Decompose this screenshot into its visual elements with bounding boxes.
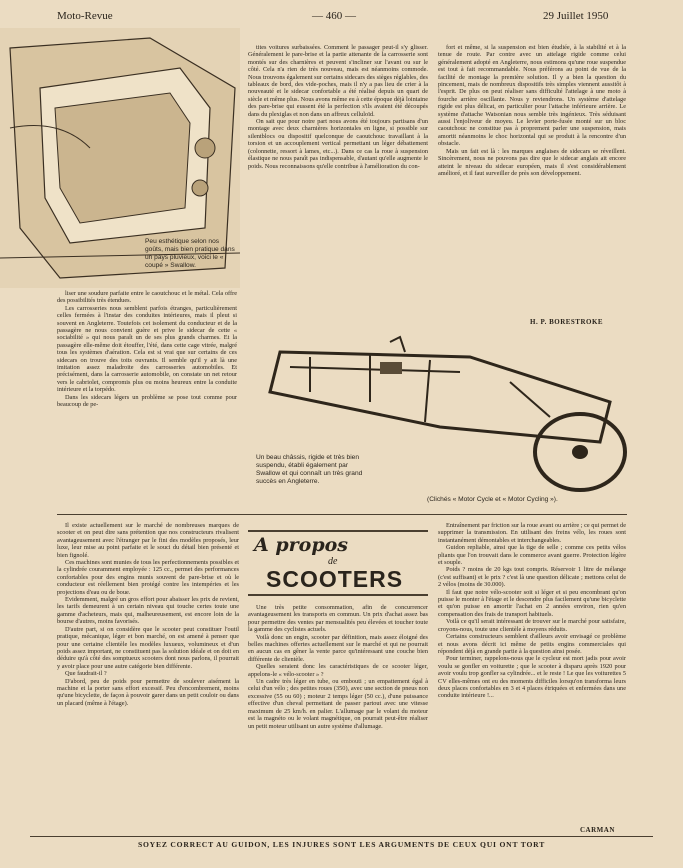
paragraph: fort et même, si la suspension est bien étudiée, à la stabilité et à la tenue de route. Par contre avec un attelage rigide comme celui généralement adopté en Angleterre, nous estimons qu'une roue suspendue est tout à fait recommandable. Nous préférons au point de vue de la facilité de montage la première solution. Il y a bien la question du pincement, mais de nombreux dispositifs très simples viennent aussitôt à l'esprit. De plus on peut réaliser sans difficulté l'attelage à une moto à fourche arrière oscillante. Nous y reviendrons. Un système d'attelage rigide est plus délicat, en particulier pour l'attache inférieure arrière. Le système d'attache Watsonian nous semble très ingénieux. Très séduisant aussi l'enjoliveur de moyeu. Le levier porte-fusée monté sur un bloc caoutchouc ne constitue pas à proprement parler une suspension, mais amortit néanmoins le choc horizontal qui se produit à la rencontre d'un obstacle.	[438, 44, 626, 148]
paragraph: liser une soudure parfaite entre le caoutchouc et le métal. Cela offre des possibilités très étendues.	[57, 290, 237, 305]
paragraph: Les carrosseries nous semblent parfois étranges, particulièrement celles fermées à l'instar des conduites intérieures, mais il pleut si souvent en Angleterre. Toutefois cet isolement du conducteur et de la passagère ne nous convient guère et prive le sidecar de cette « sociabilité » qui nous paraît un de ses plus grands charmes. Et la passagère elle-même doit étouffer, l'été, dans cette cage vitrée, malgré tous les systèmes d'aération. Cela est si vrai que sur certains de ces sidecars on trouve des toits ouvrants. Il semble qu'il y ait là une imitation assez maladroite des carrosseries automobiles. Et précisément, dans la carrosserie automobile, on constate un net retour vers le cabriolet, compromis plus ou moins heureux entre la conduite intérieure et la torpédo.	[57, 304, 237, 394]
paragraph: On sait que pour notre part nous avons été toujours partisans d'un montage avec deux charnières horizontales en ligne, si possible sur silentblocs ou dispositif quelconque de caoutchouc travaillant à la torsion et un accouplement vertical permettant un léger débattement (colonnette, ressort à lames, etc...). Dans ce cas la roue à suspension élastique ne nous paraît pas indispensable, d'autant qu'elle augmente le poids. Nous reconnaissons qu'elle contribue à l'amélioration du con-	[248, 118, 428, 170]
article2-column-middle	[248, 604, 428, 834]
title-scooters: SCOOTERS	[266, 566, 404, 592]
paragraph: Il faut que notre vélo-scooter soit si léger et si peu encombrant qu'on puisse le monter à l'étage et le descendre plus facilement qu'une bicyclette et qu'on puisse en amortir l'achat en 2 années environ, rien qu'en compensation des frais de transport habituels.	[438, 588, 626, 618]
paragraph: Une très petite consommation, afin de concurrencer avantageusement les transports en commun. Un prix d'achat assez bas pour permettre des ventes par mensualités peu élevées et toucher toute la gamme des cyclistes actuels.	[248, 604, 428, 634]
article1-column-middle	[248, 44, 428, 269]
paragraph: D'abord, peu de poids pour permettre de soulever aisément la machine et la porter sans effort excessif. Peu d'encombrement, moins qu'une bicyclette, de façon à pouvoir garer dans un petit couloir ou dans un placard (même à l'étage).	[57, 677, 239, 707]
paragraph: Poids ? moins de 20 kgs tout compris. Réservoir 1 litre de mélange (c'est suffisant) et le prix ? c'est là une question délicate ; mettons celui de 2 vélos (moins de 30.000).	[438, 566, 626, 589]
paragraph: Il existe actuellement sur le marché de nombreuses marques de scooter et on peut dire sans prétention que nos constructeurs rivalisent avantageusement avec l'étranger par le fini des modèles proposés, leur luxe, leur mise au point parfaite et le souci du détail bien présenté et bien fignolé.	[57, 522, 239, 559]
title-a-propos: A propos	[254, 534, 348, 556]
article1-column-right	[438, 44, 626, 306]
paragraph: tites voitures surbaissées. Comment le passager peut-il s'y glisser. Généralement le pare-brise et la partie attenante de la carrosserie sont montés sur des charnières et peuvent s'incliner sur l'avant ou sur le côté. Cela n'a rien de très nouveau, mais est néanmoins commode. Nous trouvons également sur certains sidecars des sièges réglables, des tableaux de bord, des vide-poches, mais il n'y a pas lieu de crier à la nouveauté et le sidecar confortable a été réalisé depuis un quart de siècle et même plus. Nous avons même eu à cette époque déjà lointaine des pare-brise qui eussent été la perfection s'ils avaient été découpés dans du plexiglas et non dans un affreux celluloïd.	[248, 44, 428, 118]
page-number: — 460 —	[312, 10, 356, 22]
paragraph: D'autre part, si on considère que le scooter peut constituer l'outil pratique, mécanique, léger et bon marché, on est amené à penser que pour une certaine clientèle les modèles luxueux, volumineux et d'un poids assez important, ne constituent pas la solution idéale et on doit en déduire qu'à côté des somptueux scooters dont nous parlons, il pourrait y avoir place pour une autre catégorie bien différente.	[57, 625, 239, 670]
article2-column-right	[438, 522, 626, 824]
author-signature: CARMAN	[580, 826, 615, 834]
article2-column-left	[57, 522, 239, 834]
figure-caption-coupe: Peu esthétique selon nos goûts, mais bien pratique dans un pays pluvieux, voici le « coupé » Swallow.	[145, 238, 235, 269]
paragraph: Mais un fait est là : les marques anglaises de sidecars se réveillent. Sincèrement, nous ne pouvons pas dire que le sidecar anglais ait encore atteint le niveau du sidecar européen, mais il s'est considérablement amélioré, et il faut surveiller de près son développement.	[438, 147, 626, 177]
running-header-date: 29 Juillet 1950	[543, 10, 609, 22]
title-rule	[248, 530, 428, 532]
paragraph: Ces machines sont munies de tous les perfectionnements possibles et la cylindrée couramment employée : 125 cc., permet des performances confortables pour des engins munis souvent de pare-brise et où le conducteur est réellement bien protégé contre les intempéries et les projections d'eau ou de boue.	[57, 559, 239, 596]
paragraph: Un cadre très léger en tube, ou embouti ; un empattement égal à celui d'un vélo ; des petites roues (350), avec une section de pneus non excessive (55 ou 60) ; moteur 2 temps léger (50 cc.), d'une puissance effective d'un cheval permettant de passer partout avec une vitesse maximum de 25 km/h. en palier. L'allumage par le volant du moteur est la magnéto ou le volant magnétique, on pourrait peut-être réaliser un petit moteur utilisant un autre système d'allumage.	[248, 678, 428, 730]
paragraph: Guidon repliable, ainsi que la tige de selle ; comme ces petits vélos pliants que l'on trouvait dans le commerce avant guerre. Protection légère et souple.	[438, 544, 626, 567]
figure-caption-chassis: Un beau châssis, rigide et très bien suspendu, établi également par Swallow et qui connaît un très grand succès en Angleterre.	[256, 454, 363, 485]
paragraph: Dans les sidecars légers un problème se pose tout comme pour beaucoup de pe-	[57, 393, 237, 409]
title-rule	[248, 594, 428, 596]
author-signature: H. P. BORESTROKE	[530, 318, 604, 326]
paragraph: Voilà donc un engin, scooter par définition, mais assez éloigné des belles machines offertes actuellement sur le marché et qui ne pourrait en aucun cas en gêner la vente parce qu'intéressant une couche bien différente de clientèle.	[248, 633, 428, 663]
paragraph: Voilà ce qu'il serait intéressant de trouver sur le marché pour satisfaire, croyons-nous, toute une clientèle à moyens réduits.	[438, 618, 626, 633]
paragraph: Quelles seraient donc les caractéristiques de ce scooter léger, appelons-le « vélo-scooter » ?	[248, 663, 428, 678]
scooters-title-block	[248, 522, 428, 594]
footer-slogan: SOYEZ CORRECT AU GUIDON, LES INJURES SONT LES ARGUMENTS DE CEUX QUI ONT TORT	[137, 840, 546, 849]
article-divider	[57, 514, 627, 515]
photo-credit: (Clichés « Motor Cycle et « Motor Cycling »).	[427, 496, 558, 503]
paragraph: Certains constructeurs semblent d'ailleurs avoir envisagé ce problème et nous avons décrit ici même de petits engins commerciales qui répondent déjà en grande partie à la question ainsi posée.	[438, 633, 626, 655]
paragraph: Evidemment, malgré un gros effort pour abaisser les prix de revient, les tarifs demeurent à un certain niveau qui touche certes toute une gamme d'acheteurs, mais qui, malheureusement, est encore loin de la bourse d'autres, moins favorisés.	[57, 596, 239, 626]
running-header-left: Moto-Revue	[57, 10, 113, 22]
title-de: de	[328, 556, 338, 567]
paragraph: Entraînement par friction sur la roue avant ou arrière ; ce qui permet de supprimer la transmission. En utilisant des freins vélo, les roues sont instantanément démontables et interchangeables.	[438, 522, 626, 544]
paragraph: Que faudrait-il ?	[65, 670, 107, 678]
paragraph: Pour terminer, rappelons-nous que le cycleur est mort jadis pour avoir voulu se gonfler en voiturette ; que le scooter à disparu après 1920 pour avoir voulu trop gonfler sa cylindrée... et le reste ! Le que les voiturettes 5 CV elles-mêmes ont eu des moments difficiles lorsqu'on transforma leurs deux places confortables en 3 et 4 places étriquées et enfermées dans une conduite intérieure !...	[438, 655, 626, 700]
footer-rule	[30, 836, 653, 837]
article1-column-left	[57, 290, 237, 508]
